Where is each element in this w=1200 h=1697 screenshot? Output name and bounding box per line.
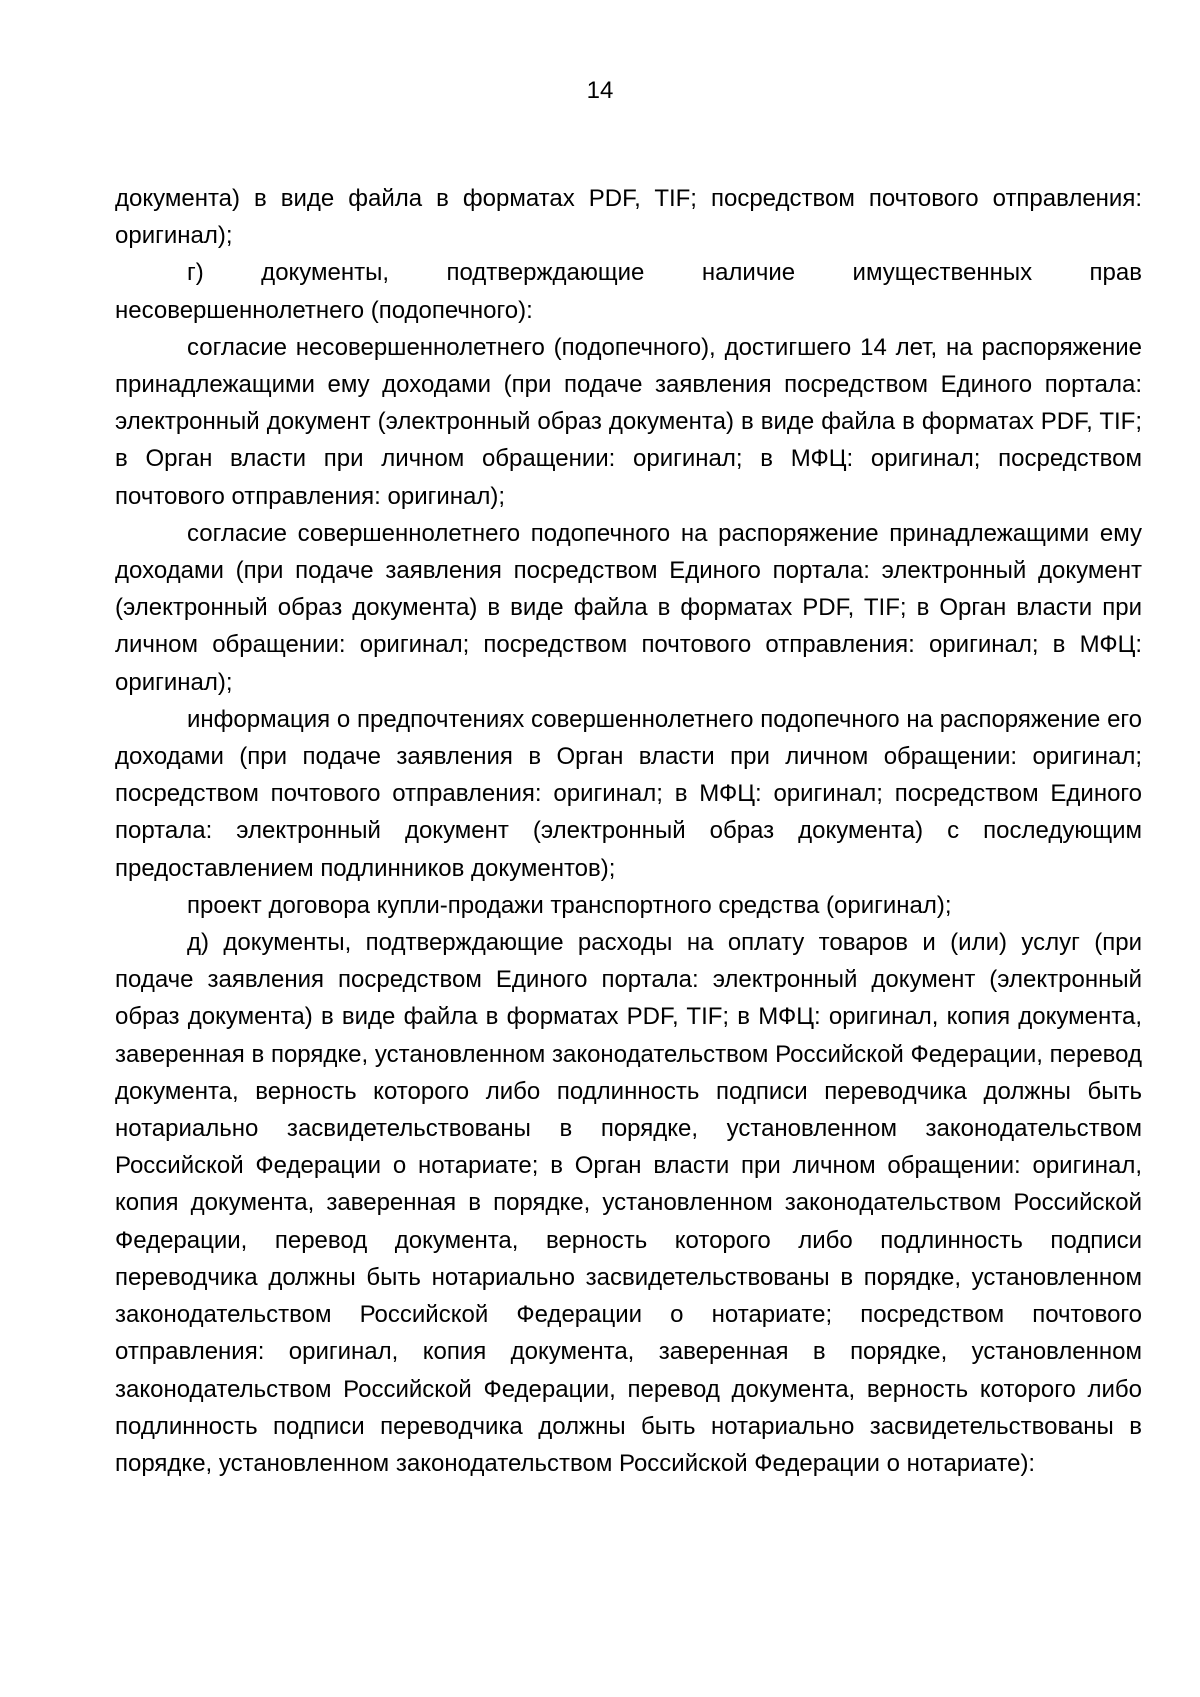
paragraph-consent-minor: согласие несовершеннолетнего (подопечного), достигшего 14 лет, на распоряжение принадлежащими ему доходами (при подаче заявления посредством Единого портала: электронный документ (электронный образ документа) в виде файла в форматах PDF, TIF; в Орган власти при личном обращении: оригинал; в МФЦ: оригинал; посредством почтового отправления: оригинал); (115, 333, 1142, 510)
document-body (115, 180, 1142, 1482)
paragraph-item-d: д) документы, подтверждающие расходы на оплату товаров и (или) услуг (при подаче заявления посредством Единого портала: электронный документ (электронный образ документа) в виде файла в форматах PDF, TIF; в МФЦ: оригинал, копия документа, заверенная в порядке, установленном законодательством Российской Федерации, перевод документа, верность которого либо подлинность подписи переводчика должны быть нотариально засвидетельствованы в порядке, установленном законодательством Российской Федерации о нотариате; в Орган власти при личном обращении: оригинал, копия документа, заверенная в порядке, установленном законодательством Российской Федерации, перевод документа, верность которого либо подлинность подписи переводчика должны быть нотариально засвидетельствованы в порядке, установленном законодательством Российской Федерации о нотариате; посредством почтового отправления: оригинал, копия документа, заверенная в порядке, установленном законодательством Российской Федерации, перевод документа, верность которого либо подлинность подписи переводчика должны быть нотариально засвидетельствованы в порядке, установленном законодательством Российской Федерации о нотариате): (115, 929, 1142, 1477)
paragraph-consent-adult-ward: согласие совершеннолетнего подопечного на распоряжение принадлежащими ему доходами (при подаче заявления посредством Единого портала: электронный документ (электронный образ документа) в виде файла в форматах PDF, TIF; в Орган власти при личном обращении: оригинал; посредством почтового отправления: оригинал; в МФЦ: оригинал); (115, 519, 1142, 696)
paragraph-vehicle-contract: проект договора купли-продажи транспортного средства (оригинал); (187, 891, 952, 919)
paragraph-item-g: г) документы, подтверждающие наличие имущественных прав несовершеннолетнего (подопечного): (115, 259, 1142, 324)
paragraph-preferences-info: информация о предпочтениях совершеннолетнего подопечного на распоряжение его доходами (при подаче заявления в Орган власти при личном обращении: оригинал; посредством почтового отправления: оригинал; в МФЦ: оригинал; посредством Единого портала: электронный документ (электронный образ документа) с последующим предоставлением подлинников документов); (115, 705, 1142, 882)
page-number: 14 (586, 77, 614, 104)
paragraph-continuation: документа) в виде файла в форматах PDF, TIF; посредством почтового отправления: оригинал); (115, 185, 1142, 250)
